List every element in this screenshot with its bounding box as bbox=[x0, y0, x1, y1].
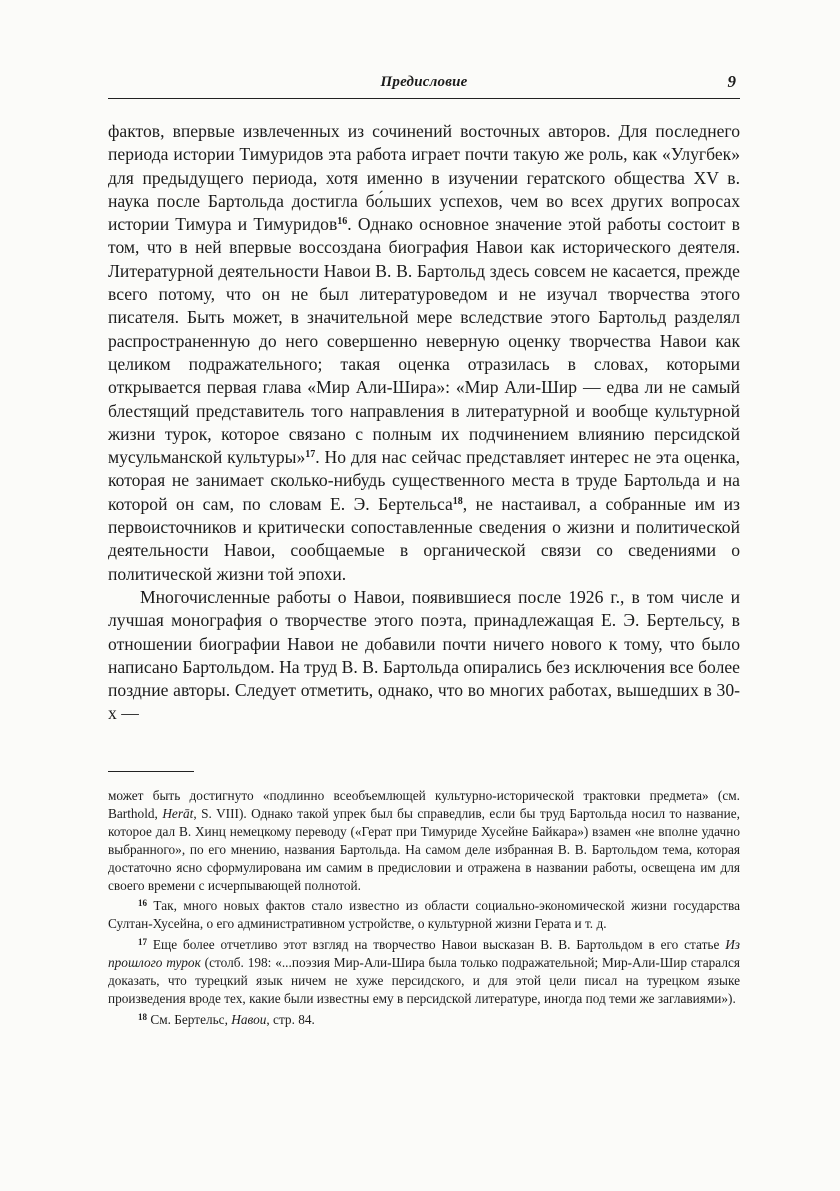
text-run: , S. VIII). Однако такой упрек был бы справедлив, если бы труд Бартольда носил то название, которое дал В. Хинц немецкому переводу («Герат при Тимуриде Хусейне Байкара») взамен «не вполне удачно выбранного», по его мнению, названия Бартольда. На самом деле избранная В. В. Бартольдом тема, которая достаточно ясно сформулирована им самим в предисловии и отражена в названии работы, освещена им для своего времени с исчерпывающей полнотой. bbox=[108, 805, 741, 893]
paragraph-2: Многочисленные работы о Навои, появившиеся после 1926 г., в том числе и лучшая монография о творчестве этого поэта, принадлежащая Е. Э. Бертельсу, в отношении биографии Навои не добавили почти ничего нового к тому, что было написано Бартольдом. На труд В. В. Бартольда опирались без исключения все более поздние авторы. Следует отметить, однако, что во многих работах, вышедших в 30-х — bbox=[108, 586, 740, 724]
italic-title: Из прошлого турок bbox=[108, 937, 740, 971]
footnote-continuation bbox=[108, 787, 740, 894]
text-run: , стр. 84. bbox=[266, 1011, 315, 1027]
text-run: См. Бертельс, bbox=[147, 1011, 232, 1027]
footnote-rule bbox=[108, 771, 194, 772]
footnote-ref-16: 16 bbox=[337, 216, 348, 228]
text-run: может быть достигнуто «подлинно всеобъемлющей культурно-исторической трактовки предмета» (см. Barthold, bbox=[108, 788, 740, 821]
text-run: . Но для нас сейчас представляет интерес не эта оценка, которая не занимает сколько-нибудь существенного места в труде Бартольда и на которой он сам, по словам Е. Э. Бертельса bbox=[108, 447, 740, 514]
text-run: , не настаивал, а собранные им из первоисточников и критически сопоставленные сведения о жизни и политической деятельности Навои, сообщаемые в органической связи со сведениями о политической жизни той эпохи. bbox=[108, 493, 740, 584]
footnote-16 bbox=[108, 897, 740, 933]
text-run: (столб. 198: «...поэзия Мир-Али-Шира была только подражательной; Мир-Али-Шир старался доказать, что турецкий язык ничем не хуже персидского, и для этой цели писал на турецком языке произведения вроде тех, какие были известны ему в персидской литературе, иногда под теми же заглавиями»). bbox=[108, 955, 740, 1006]
italic-ref: Herāt bbox=[162, 805, 194, 821]
page-number: 9 bbox=[727, 72, 736, 91]
footnote-18 bbox=[108, 1011, 740, 1029]
footnote-ref-18: 18 bbox=[452, 495, 463, 507]
footnote-ref-17: 17 bbox=[305, 449, 316, 461]
footnote-number: 17 bbox=[138, 937, 147, 948]
page-header bbox=[108, 74, 740, 96]
header-rule bbox=[108, 98, 740, 99]
footnote-17 bbox=[108, 936, 740, 1008]
main-text bbox=[108, 120, 740, 726]
italic-title: Навои bbox=[231, 1011, 267, 1027]
running-head: Предисловие bbox=[380, 74, 468, 90]
text-run: фактов, впервые извлеченных из сочинений восточных авторов. Для последнего периода истории Тимуридов эта работа играет почти такую же роль, как «Улугбек» для предыдущего периода, хотя именно в изучении гератского общества XV в. наука после Бартольда достигла бо́льших успехов, чем во всех других вопросах истории Тимура и Тимуридов bbox=[108, 121, 740, 235]
text-run: . Однако основное значение этой работы состоит в том, что в ней впервые воссоздана биография Навои как исторического деятеля. Литературной деятельности Навои В. В. Бартольд здесь совсем не касается, прежде всего потому, что он не был литературоведом и не изучал творчества этого писателя. Быть может, в значительной мере вследствие этого Бартольд разделял распространенную до него совершенно неверную оценку творчества Навои как целиком подражательного; такая оценка отразилась в словах, которыми открывается первая глава «Мир Али-Шира»: «Мир Али-Шир — едва ли не самый блестящий представитель того направления в литературной и вообще культурной жизни турок, которое связано с полным их подчинением влиянию персидской мусульманской культуры» bbox=[108, 214, 740, 468]
footnotes bbox=[108, 787, 740, 1029]
text-run: Так, много новых фактов стало известно из области социально-экономической жизни государства Султан-Хусейна, о его административном устройстве, о культурной жизни Герата и т. д. bbox=[108, 898, 740, 932]
text-run: Еще более отчетливо этот взгляд на творчество Навои высказан В. В. Бартольдом в его статье bbox=[147, 937, 726, 953]
paragraph-1 bbox=[108, 120, 740, 586]
footnote-number: 16 bbox=[138, 898, 147, 909]
footnote-number: 18 bbox=[138, 1011, 147, 1022]
